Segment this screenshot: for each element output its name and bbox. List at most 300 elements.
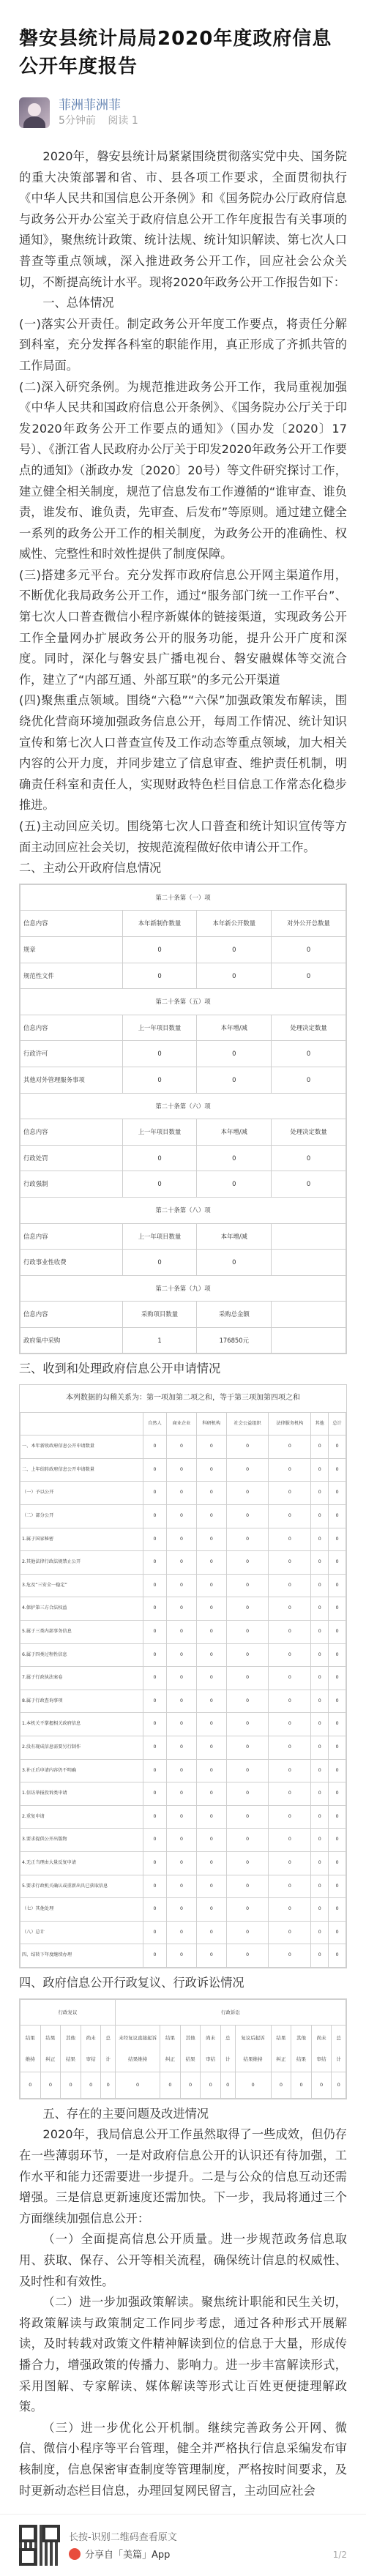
table-cell: 0 — [226, 1690, 269, 1713]
table-cell: 0 — [167, 1643, 197, 1667]
table-row — [20, 1736, 346, 1759]
table-cell: 0 — [226, 1505, 269, 1528]
table-section-cell: 第二十条第（五）项 — [20, 989, 346, 1015]
table-row — [20, 1574, 346, 1597]
table-cell: 1 — [122, 1327, 197, 1354]
table-cell: 2.重复申请 — [20, 1805, 143, 1829]
table-cell: （一）予以公开 — [20, 1482, 143, 1505]
table-cell: 1.信访举报投诉类申请 — [20, 1782, 143, 1806]
table-row — [20, 1759, 346, 1782]
table-cell: 0 — [226, 1851, 269, 1875]
table-cell: 0 — [226, 1944, 269, 1968]
table-cell: 0 — [226, 1875, 269, 1898]
table-cell: 1.属于国家秘密 — [20, 1528, 143, 1551]
table-cell: 0 — [143, 1505, 166, 1528]
table-cell: 0 — [196, 1944, 226, 1968]
table-cell: 0 — [143, 1458, 166, 1482]
avatar[interactable] — [19, 97, 50, 128]
table-cell: 0 — [196, 1759, 226, 1782]
table-cell: 0 — [269, 1782, 311, 1806]
table-cell: 0 — [81, 2072, 101, 2099]
table-header-row — [20, 1412, 346, 1436]
table-row — [20, 1782, 346, 1806]
table-cell: 0 — [122, 1171, 197, 1198]
table-cell: 0 — [143, 1713, 166, 1736]
application-table — [19, 1384, 347, 1968]
table-cell: 0 — [226, 1713, 269, 1736]
table-cell: 0 — [272, 963, 346, 989]
article — [0, 25, 366, 2501]
table-cell: 0 — [329, 1482, 346, 1505]
table-cell: 0 — [272, 1145, 346, 1171]
paragraph-4: (四)聚焦重点领域。围绕“六稳”“六保”加强政策发布解读，围绕优化营商环境加强政务信息公开，每周工作情况、统计知识宣传和第七次人口普查宣传及工作动态等重点领域，加大相关内容的公开力度，并同步建立了信息审查、维护责任机制，明确责任科室和责任人，实现财政特色栏目信息工作常态化稳步推进。 — [19, 693, 347, 813]
table-cell: 0 — [197, 1067, 272, 1093]
table-cell: 0 — [196, 1851, 226, 1875]
table-row — [20, 1690, 346, 1713]
table-cell: 行政事业性收费 — [20, 1250, 123, 1276]
table-cell: 4.保护第三方合法权益 — [20, 1597, 143, 1621]
table-cell: 0 — [269, 1597, 311, 1621]
table-cell: 0 — [143, 1921, 166, 1944]
table-cell: 0 — [329, 1782, 346, 1806]
table-cell: 0 — [143, 1759, 166, 1782]
table-cell: 0 — [311, 1528, 329, 1551]
table-cell: 0 — [167, 1898, 197, 1922]
table-header-cell: 法律服务机构 — [269, 1412, 311, 1436]
table-cell: 0 — [143, 1805, 166, 1829]
table-cell: 0 — [311, 1621, 329, 1644]
table-cell: 0 — [329, 1759, 346, 1782]
table-cell: 0 — [143, 1782, 166, 1806]
table-cell — [272, 1327, 346, 1354]
table-row — [20, 1275, 346, 1302]
table-cell: 0 — [167, 1736, 197, 1759]
table-cell: 信息内容 — [20, 1015, 123, 1041]
table-review-litigation — [20, 1999, 346, 2099]
table-cell: 本年新制作数量 — [122, 911, 197, 937]
table-cell: 0 — [271, 2072, 291, 2099]
table-section-cell: 第二十条第（九）项 — [20, 1275, 346, 1302]
table-cell: 0 — [115, 2072, 160, 2099]
author-name[interactable]: 菲洲菲洲菲 — [59, 98, 121, 113]
table-cell: 0 — [332, 2072, 346, 2099]
table-cell: 0 — [167, 1551, 197, 1575]
table-cell: 0 — [269, 1505, 311, 1528]
table-cell — [272, 1223, 346, 1250]
paragraph-3: (三)搭建多元平台。充分发挥市政府信息公开网主渠道作用，不断优化我局政务公开工作，通过“服务部门统一工作平台”、第七次人口普查微信小程序新媒体的链接渠道，实现政务公开工作全量网办扩展政务公开的服务功能，提升公开广度和深度。同时，深化与磐安县广播电视台、磐安融媒体等交流合作，建立了“内部互通、外部互联”的多元公开渠道 — [19, 567, 347, 687]
table-row — [20, 1921, 346, 1944]
table-cell — [272, 1302, 346, 1328]
table-header-cell: 总计 — [332, 2026, 346, 2072]
table-cell: 0 — [269, 1690, 311, 1713]
table-cell: 0 — [311, 1851, 329, 1875]
table-cell: 0 — [122, 963, 197, 989]
table-cell: 0 — [196, 1782, 226, 1806]
table-cell: 0 — [269, 1736, 311, 1759]
table-row — [20, 1093, 346, 1119]
table-cell: 0 — [311, 2072, 332, 2099]
table-cell: 0 — [269, 1551, 311, 1575]
table-row — [20, 1667, 346, 1690]
table-cell: 0 — [196, 1875, 226, 1898]
table-cell: （七）其他处理 — [20, 1898, 143, 1922]
table-header-cell: 商业企业 — [167, 1412, 197, 1436]
table-row — [20, 1805, 346, 1829]
table-cell: 0 — [197, 1145, 272, 1171]
table-cell: 0 — [329, 1690, 346, 1713]
table-header-cell: 其他 — [311, 1412, 329, 1436]
table-cell: 0 — [143, 1621, 166, 1644]
table-cell: 规范性文件 — [20, 963, 123, 989]
table-header-cell: 总计 — [220, 2026, 235, 2072]
table-cell: 0 — [197, 1041, 272, 1067]
table-cell: 4.无正当理由大量反复申请 — [20, 1851, 143, 1875]
table-cell: 0 — [329, 1944, 346, 1968]
table-row — [20, 1458, 346, 1482]
table-cell: 0 — [269, 1574, 311, 1597]
table-cell: 0 — [20, 2072, 41, 2099]
table-header-cell: 尚未审结 — [311, 2026, 332, 2072]
table-cell: 0 — [197, 1250, 272, 1276]
table-cell: 0 — [167, 1621, 197, 1644]
table-cell: 0 — [329, 1528, 346, 1551]
table-cell: 0 — [226, 1574, 269, 1597]
table-row — [20, 1829, 346, 1852]
table-header-cell: 结果纠正 — [271, 2026, 291, 2072]
table-cell: 0 — [143, 1551, 166, 1575]
table-cell: 5.属于三类内部事务信息 — [20, 1621, 143, 1644]
footer-bar — [0, 2514, 366, 2576]
table-header-cell: 社会公益组织 — [226, 1412, 269, 1436]
table-cell: 0 — [196, 1597, 226, 1621]
table-cell: 0 — [122, 1041, 197, 1067]
qr-corner-icon — [19, 2525, 37, 2542]
table-cell: 0 — [329, 1805, 346, 1829]
table-section-cell: 第二十条第（八）项 — [20, 1197, 346, 1223]
table-cell: 0 — [329, 1898, 346, 1922]
table-row — [20, 1302, 346, 1328]
table-row — [20, 1643, 346, 1667]
table-cell: 0 — [196, 1736, 226, 1759]
table-cell: 0 — [143, 1898, 166, 1922]
table-cell: 0 — [167, 1875, 197, 1898]
table-cell: 0 — [196, 1667, 226, 1690]
table-row — [20, 1482, 346, 1505]
table-cell: 0 — [167, 1667, 197, 1690]
table-cell: 0 — [197, 963, 272, 989]
table-cell: 0 — [311, 1713, 329, 1736]
paragraph-7: （一）全面提高信息公开质量。进一步规范政务信息取用、获取、保存、公开等相关流程，确保统计信息的权威性、及时性和有效性。 — [19, 2232, 347, 2288]
table-cell: 0 — [143, 1667, 166, 1690]
table-cell: 0 — [269, 1851, 311, 1875]
author-bar — [19, 95, 347, 130]
section-heading-3: 三、收到和处理政府信息公开申请情况 — [19, 1362, 221, 1376]
table-cell: 0 — [40, 2072, 61, 2099]
paragraph-8: （二）进一步加强政策解读。聚焦统计职能和民生关切，将政策解读与政策制定工作同步考虑，通过各种形式开展解读，及时转载对政策文件精神解读到位的信息于大量，形成传播合力，增强政策的传播力、影响力。进一步丰富解读形式，采用图解、专家解读、媒体解读等形式让百姓更便捷理解政策。 — [19, 2295, 347, 2414]
table-cell: 0 — [167, 1482, 197, 1505]
table-cell: 0 — [311, 1574, 329, 1597]
table-cell: 0 — [226, 1551, 269, 1575]
table-cell: 四、结转下年度继续办理 — [20, 1944, 143, 1968]
table-cell: 0 — [311, 1875, 329, 1898]
table-cell: 0 — [269, 1713, 311, 1736]
table-header-row — [20, 2026, 346, 2072]
active-disclosure-table — [19, 884, 347, 1355]
table-row — [20, 1551, 346, 1575]
table-cell: 0 — [269, 1621, 311, 1644]
table-active-disclosure — [20, 884, 346, 1354]
table-header-cell: 结果维持 — [20, 2026, 41, 2072]
page-indicator: 1/2 — [332, 2550, 347, 2560]
table-header-cell: 科研机构 — [196, 1412, 226, 1436]
review-litigation-table — [19, 1998, 347, 2099]
table-cell: 处理决定数量 — [272, 1015, 346, 1041]
table-cell: 0 — [269, 1528, 311, 1551]
table-row — [20, 911, 346, 937]
table-cell: 0 — [311, 1898, 329, 1922]
table-cell: 处理决定数量 — [272, 1119, 346, 1146]
table-cell: 0 — [122, 1250, 197, 1276]
table-header-cell: 行政诉讼 — [115, 1999, 346, 2026]
table-cell: 0 — [311, 1482, 329, 1505]
table-cell: 0 — [269, 1829, 311, 1852]
table-header-cell: 其他结果 — [61, 2026, 81, 2072]
table-row — [20, 1041, 346, 1067]
table-header-cell: 自然人 — [143, 1412, 166, 1436]
table-cell: 0 — [196, 1436, 226, 1459]
table-row — [20, 936, 346, 963]
table-cell: 0 — [329, 1551, 346, 1575]
table-cell: 0 — [180, 2072, 201, 2099]
table-row — [20, 1875, 346, 1898]
table-cell: 0 — [196, 1505, 226, 1528]
table-cell: 0 — [329, 1621, 346, 1644]
table-cell: 0 — [167, 1597, 197, 1621]
read-count: 阅读 1 — [108, 115, 138, 127]
table-row — [20, 884, 346, 911]
table-row — [20, 1851, 346, 1875]
table-cell: 0 — [291, 2072, 312, 2099]
paragraph-2: (二)深入研究条例。为规范推进政务公开工作，我局重视加强《中华人民共和国政府信息公开条例》、《国务院办公厅关于印发2020年政务公开工作要点的通知》（国办发〔2020〕17号）、《浙江省人民政府办公厅关于印发2020年政务公开工作要点的通知》（浙政办发〔2020〕20号）等文件研究探讨工作，建立健全相关制度，规范了信息发布工作遵循的“谁审查、谁负责，谁发布、谁负责，先审查、后发布”等原则。通过建立健全一系列的政务公开工作的相关制度，为政务公开的准确性、权威性、完整性和时效性提供了制度保障。 — [19, 379, 347, 561]
table-cell: 0 — [196, 1551, 226, 1575]
table-header-cell: 未经复议直接起诉 结果维持 — [115, 2026, 160, 2072]
table-row — [20, 2072, 346, 2099]
table-cell: 0 — [196, 1643, 226, 1667]
table-cell — [272, 1250, 346, 1276]
table-cell: 0 — [311, 1759, 329, 1782]
author-meta — [59, 97, 147, 128]
table-header-cell: 尚未审结 — [81, 2026, 101, 2072]
table-row — [20, 1898, 346, 1922]
table-cell: 0 — [226, 1898, 269, 1922]
table-cell: 0 — [226, 1782, 269, 1806]
table-cell: 0 — [167, 1782, 197, 1806]
table-cell: 0 — [311, 1597, 329, 1621]
share-source[interactable] — [69, 2547, 170, 2561]
table-cell: 0 — [167, 1829, 197, 1852]
table-row — [20, 1436, 346, 1459]
table-cell: 0 — [160, 2072, 181, 2099]
table-cell: 0 — [226, 1458, 269, 1482]
table-cell: 0 — [167, 1805, 197, 1829]
table-cell: 上一年项目数量 — [122, 1223, 197, 1250]
table-cell: 0 — [269, 1667, 311, 1690]
table-cell: 2.没有现成信息需要另行制作 — [20, 1736, 143, 1759]
table-caption: 本列数据的勾稽关系为：第一项加第二项之和，等于第三项加第四项之和 — [66, 1394, 300, 1403]
table-cell: 上一年项目数量 — [122, 1015, 197, 1041]
table-cell: 0 — [167, 1436, 197, 1459]
table-cell: 5.要求行政机关确认或重新出具已获取信息 — [20, 1875, 143, 1898]
table-cell: 0 — [269, 1458, 311, 1482]
table-cell — [20, 1412, 143, 1436]
table-header-cell: 总计 — [101, 2026, 116, 2072]
table-cell: 二、上年结转政府信息公开申请数量 — [20, 1458, 143, 1482]
table-cell: 0 — [226, 1621, 269, 1644]
table-cell: 0 — [143, 1690, 166, 1713]
table-cell: 0 — [311, 1667, 329, 1690]
table-cell: 行政处罚 — [20, 1145, 123, 1171]
table-row — [20, 963, 346, 989]
table-cell: 0 — [196, 1713, 226, 1736]
table-cell: 0 — [311, 1829, 329, 1852]
table-cell: 规章 — [20, 936, 123, 963]
table-cell: 0 — [196, 1482, 226, 1505]
table-cell: 0 — [167, 1505, 197, 1528]
table-cell: 0 — [167, 1458, 197, 1482]
table-row — [20, 1250, 346, 1276]
table-cell: 行政强制 — [20, 1171, 123, 1198]
section-heading-5: 五、存在的主要问题及改进情况 — [42, 2106, 209, 2121]
table-cell: 0 — [196, 1829, 226, 1852]
table-row — [20, 1327, 346, 1354]
table-cell: 0 — [122, 1067, 197, 1093]
table-cell: 0 — [226, 1759, 269, 1782]
table-header-cell: 总计 — [329, 1412, 346, 1436]
table-header-cell: 结果纠正 — [160, 2026, 181, 2072]
table-cell: 0 — [311, 1805, 329, 1829]
table-cell: 0 — [167, 1528, 197, 1551]
table-cell: 0 — [226, 1921, 269, 1944]
section-heading-4: 四、政府信息公开行政复议、行政诉讼情况 — [19, 1975, 244, 1990]
paragraph-9: （三）进一步优化公开机制。继续完善政务公开网、微信、微信小程序等平台管理，健全并严格执行信息采编发布审核制度，信息保密审查制度等管理制度，严格按时间要求，及时更新动态栏目信息，办理回复网民留言，主动回应社会 — [19, 2420, 347, 2498]
table-cell: 0 — [311, 1944, 329, 1968]
table-cell: 信息内容 — [20, 1119, 123, 1146]
table-applications — [20, 1385, 346, 1968]
table-cell: 0 — [226, 1436, 269, 1459]
table-cell: 0 — [143, 1851, 166, 1875]
share-text: 分享自「美篇」App — [85, 2550, 171, 2561]
table-cell: 本年新公开数量 — [197, 911, 272, 937]
table-cell: 0 — [226, 1482, 269, 1505]
table-cell: 0 — [226, 1736, 269, 1759]
table-cell: 3.危及“三安全一稳定” — [20, 1574, 143, 1597]
table-cell: 2.其他法律行政法规禁止公开 — [20, 1551, 143, 1575]
table-cell: 0 — [226, 1528, 269, 1551]
table-cell: 0 — [196, 1921, 226, 1944]
table-cell: 0 — [196, 1574, 226, 1597]
meipian-logo-icon — [69, 2548, 81, 2560]
table-cell: 采购总金额 — [197, 1302, 272, 1328]
paragraph-5: (五)主动回应关切。围绕第七次人口普查和统计知识宣传等方面主动回应社会关切，按规范流程做好依申请公开工作。 — [19, 819, 347, 854]
table-cell: 0 — [269, 1805, 311, 1829]
table-header-cell: 结果纠正 — [40, 2026, 61, 2072]
table-row — [20, 1067, 346, 1093]
table-cell: 0 — [269, 1898, 311, 1922]
qr-corner-icon — [42, 2525, 60, 2542]
table-cell: 0 — [311, 1505, 329, 1528]
section-heading-2: 二、主动公开政府信息情况 — [19, 861, 162, 876]
paragraph-intro: 2020年，磐安县统计局紧紧围绕贯彻落实党中央、国务院的重大决策部署和省、市、县各项工作要求，全面贯彻执行《中华人民共和国信息公开条例》和《国务院办公厅政府信息与政务公开办公室关于政府信息公开工作年度报告有关事项的通知》，聚焦统计政策、统计法规、统计知识解读、第七次人口普查等重点领域，深入推进政务公开工作，回应社会公众关切，不断提高统计水平。现将2020年政务公开工作报告如下： — [19, 149, 347, 289]
table-row — [20, 989, 346, 1015]
article-title: 磐安县统计局局2020年度政府信息公开年度报告 — [19, 28, 332, 78]
table-header-cell: 其他结果 — [180, 2026, 201, 2072]
table-cell: 0 — [272, 1041, 346, 1067]
table-cell: 0 — [196, 1690, 226, 1713]
table-header-row — [20, 1999, 346, 2026]
table-header-cell: 其他结果 — [291, 2026, 312, 2072]
table-cell: 0 — [269, 1482, 311, 1505]
table-cell: 0 — [143, 1643, 166, 1667]
table-cell: 政府集中采购 — [20, 1327, 123, 1354]
paragraph-1: (一)落实公开责任。制定政务公开年度工作要点，将责任分解到科室，充分发挥各科室的职能作用，真正形成了齐抓共管的工作局面。 — [19, 316, 347, 373]
table-cell: 0 — [122, 1145, 197, 1171]
table-cell: 0 — [167, 1944, 197, 1968]
qr-code-icon[interactable] — [19, 2525, 60, 2566]
table-cell: 0 — [329, 1458, 346, 1482]
article-body — [19, 146, 347, 2501]
table-cell: 一、本年新收政府信息公开申请数量 — [20, 1436, 143, 1459]
table-cell: 信息内容 — [20, 911, 123, 937]
table-cell: 0 — [311, 1782, 329, 1806]
table-row — [20, 1197, 346, 1223]
table-section-cell: 第二十条第（一）项 — [20, 884, 346, 911]
table-cell: 0 — [269, 1875, 311, 1898]
table-row — [20, 1119, 346, 1146]
table-cell: 行政许可 — [20, 1041, 123, 1067]
table-cell: 176850元 — [197, 1327, 272, 1354]
scan-hint: 长按-识别二维码查看原文 — [69, 2532, 177, 2543]
table-section-cell: 第二十条第（六）项 — [20, 1093, 346, 1119]
table-row — [20, 1223, 346, 1250]
table-cell: 0 — [196, 1528, 226, 1551]
table-row — [20, 1145, 346, 1171]
table-cell: 0 — [167, 1851, 197, 1875]
table-cell: 0 — [226, 1829, 269, 1852]
table-cell: 0 — [167, 1921, 197, 1944]
table-cell: 0 — [329, 1574, 346, 1597]
table-cell: 0 — [226, 1667, 269, 1690]
table-cell: 0 — [143, 1597, 166, 1621]
table-cell: 0 — [311, 1736, 329, 1759]
table-cell: 0 — [311, 1551, 329, 1575]
table-cell: 0 — [329, 1436, 346, 1459]
table-header-cell: 复议后起诉 结果维持 — [235, 2026, 271, 2072]
table-cell: 0 — [311, 1643, 329, 1667]
table-cell: 0 — [329, 1736, 346, 1759]
paragraph-6: 2020年，我局信息公开工作虽然取得了一些成效，但仍存在一些薄弱环节，一是对政府信息公开的认识还有待加强，工作水平和能力还需要进一步提升。二是与公众的信息互动还需增强。三是信息更新速度还需加快。下一步，我局将通过三个方面继续加强信息公开： — [19, 2127, 347, 2225]
table-cell: （二）部分公开 — [20, 1505, 143, 1528]
table-cell: 0 — [329, 1667, 346, 1690]
table-cell: 0 — [201, 2072, 221, 2099]
table-cell: 0 — [143, 1736, 166, 1759]
table-cell: 0 — [197, 1171, 272, 1198]
table-cell: 0 — [235, 2072, 271, 2099]
table-row — [20, 1015, 346, 1041]
table-cell: 6.属于四类过程性信息 — [20, 1643, 143, 1667]
table-cell: 0 — [269, 1759, 311, 1782]
table-cell: 0 — [143, 1436, 166, 1459]
table-cell: 信息内容 — [20, 1223, 123, 1250]
